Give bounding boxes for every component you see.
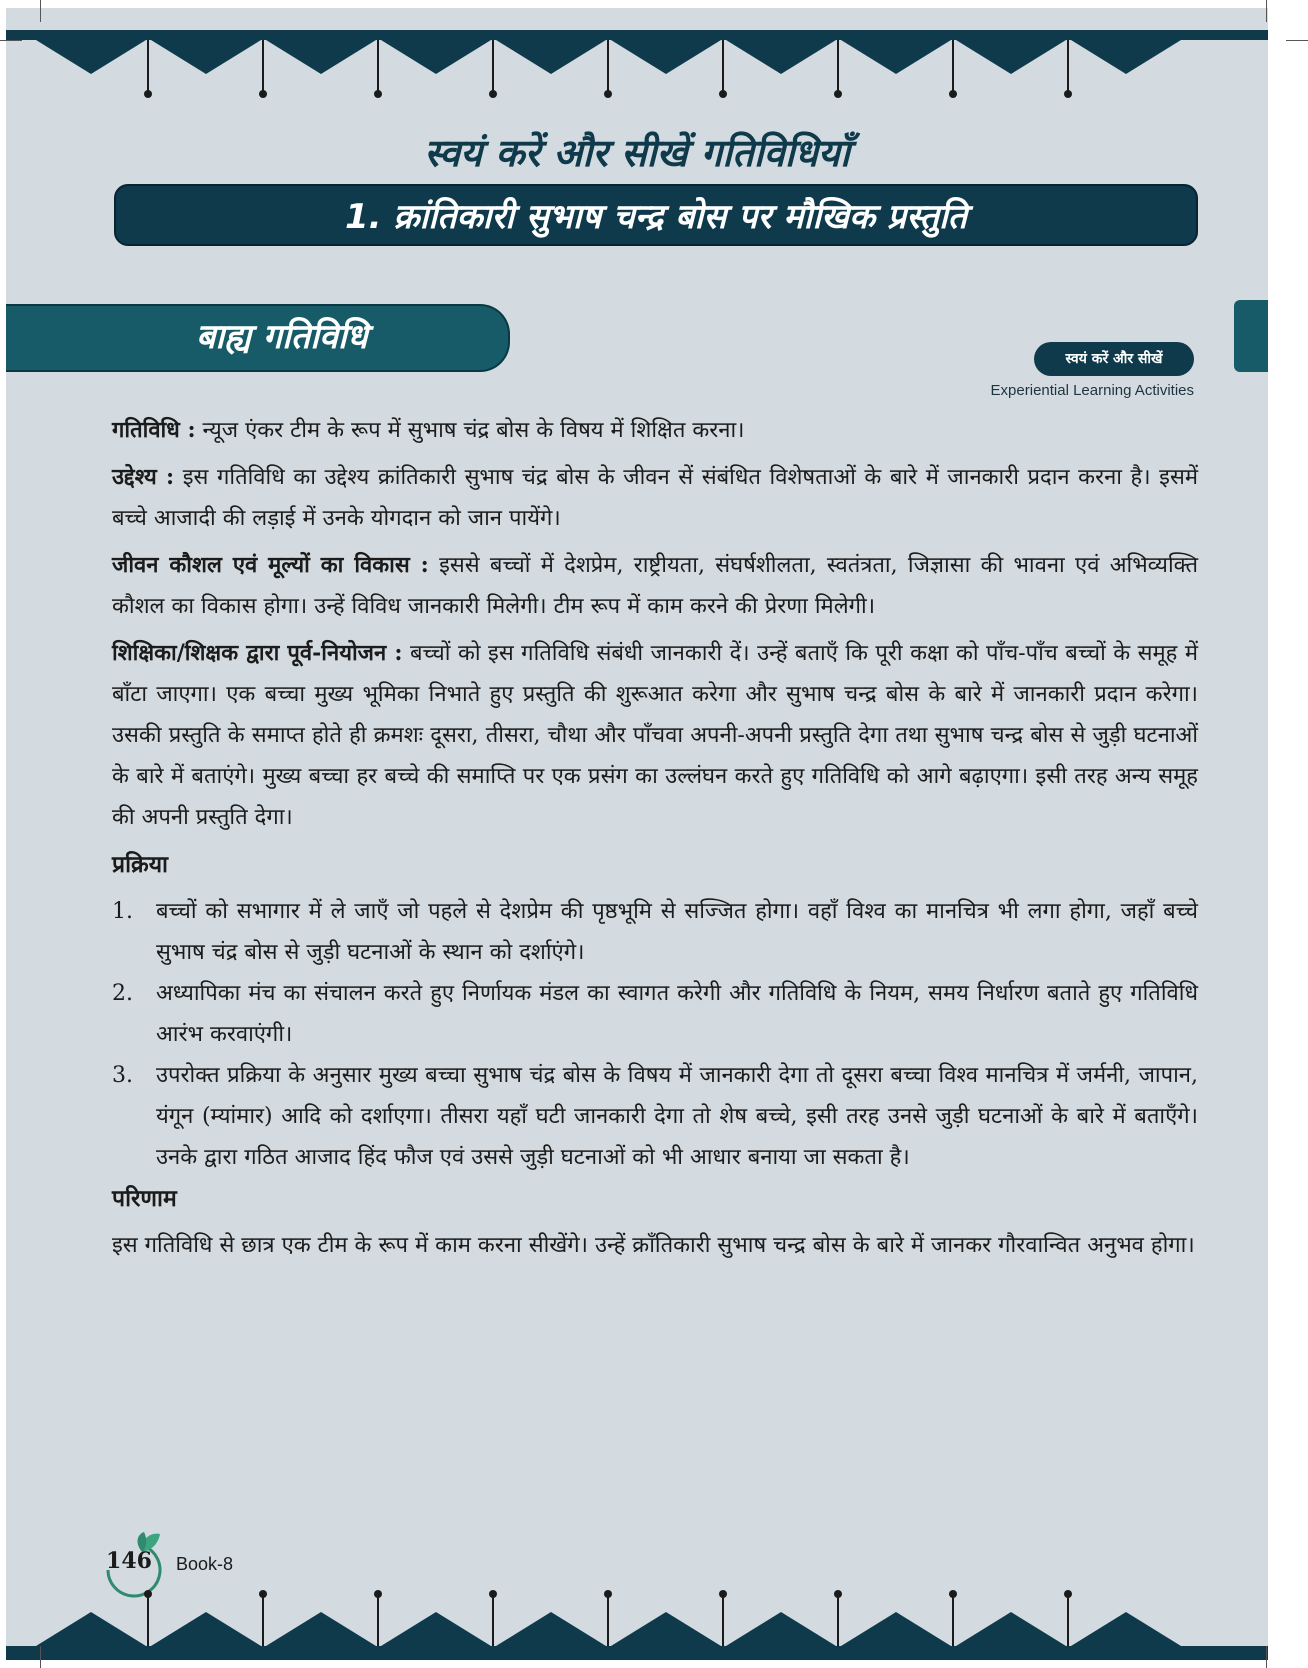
edge-tab-decoration [1234,300,1268,372]
activity-label: गतिविधि : [112,417,196,443]
experiential-learning-badge: स्वयं करें और सीखें [1034,342,1194,376]
skills-paragraph [112,545,1198,627]
crop-mark [0,40,22,41]
page-title: स्वयं करें और सीखें गतिविधियाँ [424,131,850,175]
result-heading: परिणाम [112,1185,177,1212]
section-tab-outdoor-activity: बाह्य गतिविधि [6,304,510,372]
activity-title-banner: 1. क्रांतिकारी सुभाष चन्द्र बोस पर मौखिक प्रस्तुति [114,184,1198,246]
crop-mark [1286,40,1308,41]
list-item-text: अध्यापिका मंच का संचालन करते हुए निर्णायक मंडल का स्वागत करेगी और गतिविधि के नियम, समय निर्धारण बताते हुए गतिविधि आरंभ करवाएंगी। [156,981,1198,1047]
list-item-number: 1. [112,899,133,924]
objective-label: उद्देश्य : [112,464,175,490]
crop-mark [40,1646,41,1668]
crop-mark [40,0,41,22]
top-bunting-decoration [6,30,1268,120]
book-label: Book-8 [176,1554,234,1574]
list-item-number: 3. [112,1063,133,1088]
list-item [112,891,1198,973]
result-paragraph: इस गतिविधि से छात्र एक टीम के रूप में काम करना सीखेंगे। उन्हें क्राँतिकारी सुभाष चन्द्र बोस के बारे में जानकर गौरवान्वित अनुभव होगा। [112,1233,1195,1258]
process-list [112,891,1198,1178]
list-item [112,973,1198,1055]
planning-paragraph [112,633,1198,838]
planning-text: बच्चों को इस गतिविधि संबंधी जानकारी दें। उन्हें बताएँ कि पूरी कक्षा को पाँच-पाँच बच्चों के समूह में बाँटा जाएगा। एक बच्चा मुख्य भूमिका निभाते हुए प्रस्तुति की शुरूआत करेगा और सुभाष चन्द्र बोस के बारे में जानकारी प्रदान करेगा। उसकी प्रस्तुति के समाप्त होते ही क्रमशः दूसरा, तीसरा, चौथा और पाँचवा अपनी-अपनी प्रस्तुति देगा तथा सुभाष चन्द्र बोस से जुड़ी घटनाओं के बारे में बताएंगे। मुख्य बच्चा हर बच्चे की समाप्ति पर एक प्रसंग का उल्लंघन करते हुए गतिविधि को आगे बढ़ाएगा। इसी तरह अन्य समूह की अपनी प्रस्तुति देगा। [112,641,1199,830]
objective-text: इस गतिविधि का उद्देश्य क्रांतिकारी सुभाष चंद्र बोस के जीवन सें संबंधित विशेषताओं के बारे में जानकारी प्रदान करना है। इसमें बच्चे आजादी की लड़ाई में उनके योगदान को जान पायेंगे। [112,465,1198,531]
planning-label: शिक्षिका/शिक्षक द्वारा पूर्व-नियोजन : [112,640,403,666]
list-item-number: 2. [112,981,133,1006]
page-number: 146 [106,1548,152,1574]
process-heading: प्रक्रिया [112,851,169,878]
list-item-text: उपरोक्त प्रक्रिया के अनुसार मुख्य बच्चा सुभाष चंद्र बोस के विषय में जानकारी देगा तो दूसरा बच्चा विश्व मानचित्र में जर्मनी, जापान, यंगून (म्यांमार) आदि को दर्शाएगा। तीसरा यहाँ घटी जानकारी देगा तो शेष बच्चे, इसी तरह उनसे जुड़ी घटनाओं के बारे में बताएँगे। उनके द्वारा गठित आजाद हिंद फौज एवं उससे जुड़ी घटनाओं को भी आधार बनाया जा सकता है। [156,1063,1198,1170]
activity-text: न्यूज एंकर टीम के रूप में सुभाष चंद्र बोस के विषय में शिक्षित करना। [195,418,745,443]
page [6,8,1268,1660]
crop-mark [1266,0,1267,22]
skills-text: इससे बच्चों में देशप्रेम, राष्ट्रीयता, संघर्षशीलता, स्वतंत्रता, जिज्ञासा की भावना एवं अभिव्यक्ति कौशल का विकास होगा। उन्हें विविध जानकारी मिलेगी। टीम रूप में काम करने की प्रेरणा मिलेगी। [112,553,1198,619]
objective-paragraph [112,457,1198,539]
list-item [112,1055,1198,1178]
activity-paragraph [112,410,1198,451]
experiential-learning-caption: Experiential Learning Activities [990,382,1194,399]
crop-mark [1266,1646,1267,1668]
activity-content [112,410,1198,1272]
skills-label: जीवन कौशल एवं मूल्यों का विकास : [112,552,429,578]
list-item-text: बच्चों को सभागार में ले जाएँ जो पहले से देशप्रेम की पृष्ठभूमि से सज्जित होगा। वहाँ विश्व का मानचित्र भी लगा होगा, जहाँ बच्चे सुभाष चंद्र बोस से जुड़ी घटनाओं के स्थान को दर्शाएंगे। [156,899,1198,965]
bottom-bunting-decoration [6,1570,1268,1660]
